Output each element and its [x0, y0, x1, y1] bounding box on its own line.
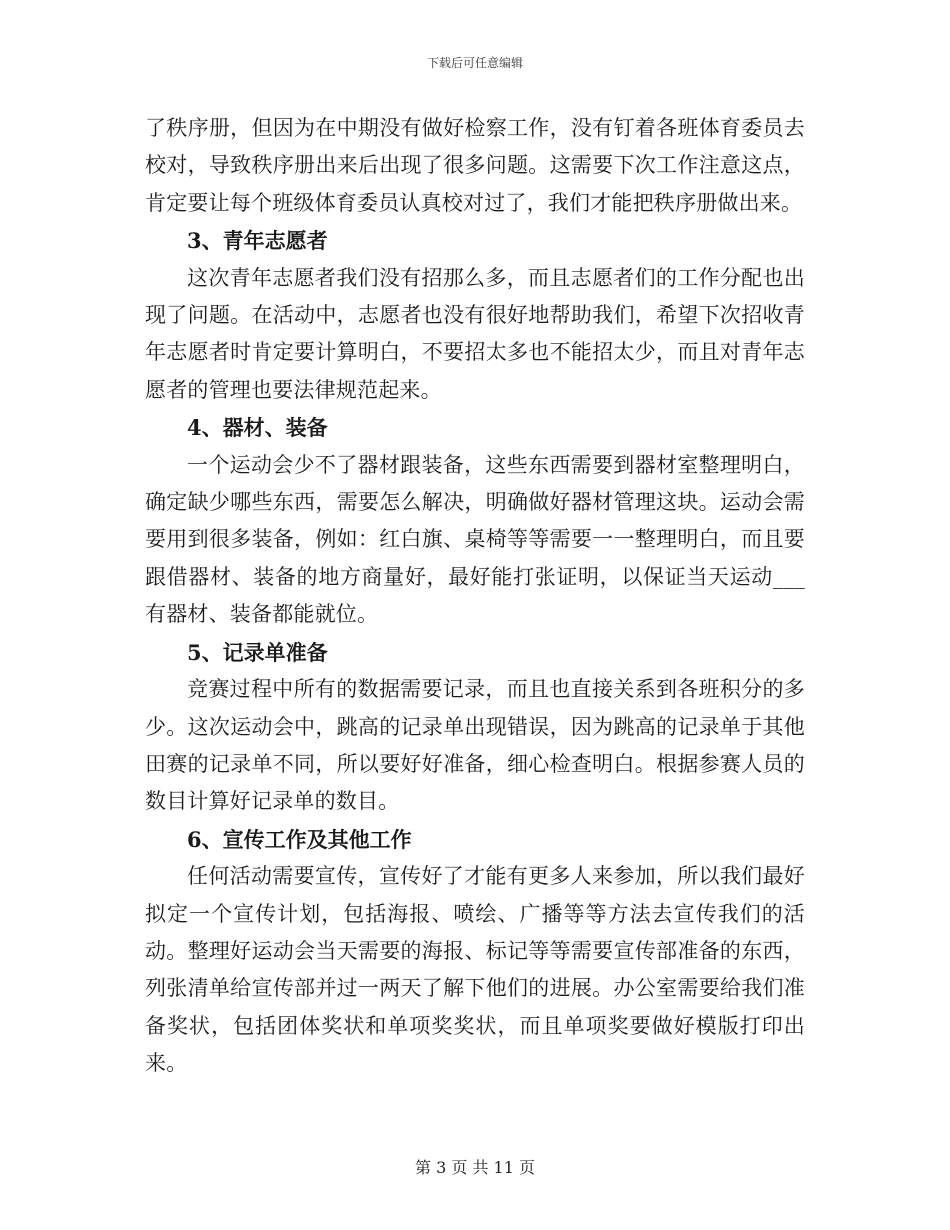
paragraph-continued: 了秩序册，但因为在中期没有做好检察工作，没有钉着各班体育委员去校对，导致秩序册出来后出现了很多问题。这需要下次工作注意这点，肯定要让每个班级体育委员认真校对过了，我们才能把秩序册做出来。 — [145, 116, 805, 215]
section-heading-volunteers: 3、青年志愿者 — [187, 228, 328, 254]
paragraph-equipment: 一个运动会少不了器材跟装备，这些东西需要到器材室整理明白，确定缺少哪些东西，需要怎么解决，明确做好器材管理这块。运动会需要用到很多装备，例如：红白旗、桌椅等等需要一一整理明白，而且要跟借器材、装备的地方商量好，最好能打张证明，以保证当天运动___有器材、装备都能就位。 — [145, 452, 805, 627]
paragraph-publicity: 任何活动需要宣传，宣传好了才能有更多人来参加，所以我们最好拟定一个宣传计划，包括海报、喷绘、广播等等方法去宣传我们的活动。整理好运动会当天需要的海报、标记等等需要宣传部准备的东西，列张清单给宣传部并过一两天了解下他们的进展。办公室需要给我们准备奖状，包括团体奖状和单项奖奖状，而且单项奖要做好模版打印出来。 — [145, 864, 805, 1076]
section-heading-record-sheets: 5、记录单准备 — [187, 639, 328, 665]
paragraph-volunteers: 这次青年志愿者我们没有招那么多，而且志愿者们的工作分配也出现了问题。在活动中，志愿者也没有很好地帮助我们，希望下次招收青年志愿者时肯定要计算明白，不要招太多也不能招太少，而且对青年志愿者的管理也要法律规范起来。 — [145, 265, 805, 402]
document-body — [145, 110, 805, 1083]
section-heading-publicity: 6、宣传工作及其他工作 — [187, 826, 412, 852]
page-header: 下载后可任意编辑 — [426, 56, 523, 70]
paragraph-record-sheets: 竞赛过程中所有的数据需要记录，而且也直接关系到各班积分的多少。这次运动会中，跳高的记录单出现错误，因为跳高的记录单于其他田赛的记录单不同，所以要好好准备，细心检查明白。根据参赛人员的数目计算好记录单的数目。 — [145, 677, 805, 814]
section-heading-equipment: 4、器材、装备 — [187, 415, 328, 441]
page-number: 第 3 页 共 11 页 — [415, 1158, 535, 1177]
